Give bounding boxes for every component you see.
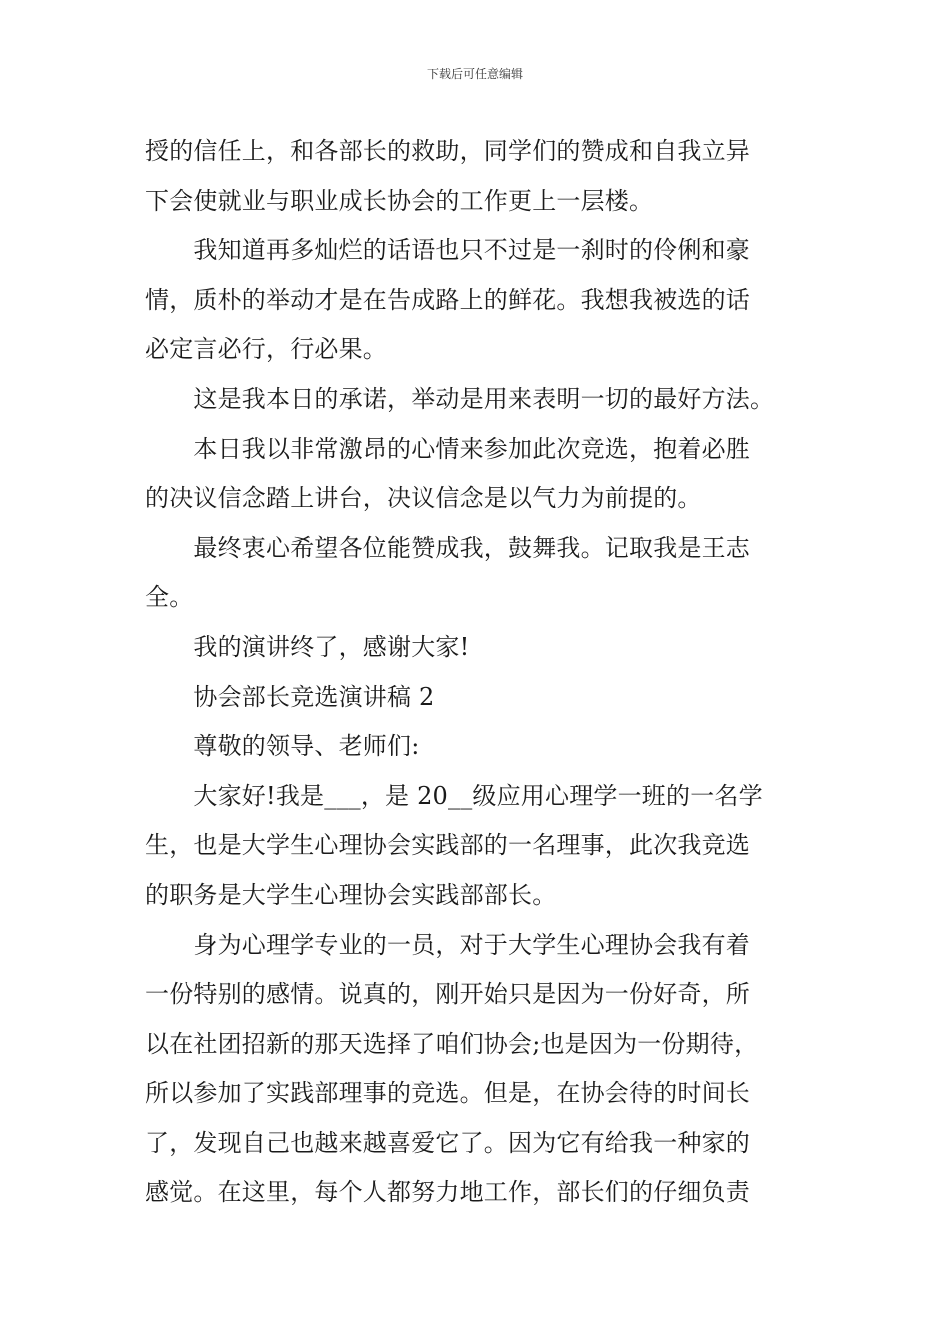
text-line: 生，也是大学生心理协会实践部的一名理事，此次我竞选: [145, 831, 750, 860]
text-line: 情，质朴的举动才是在告成路上的鲜花。我想我被选的话: [145, 285, 750, 314]
text-line: 本日我以非常激昂的心情来参加此次竞选，抱着必胜: [145, 434, 750, 463]
text-line: 全。: [145, 583, 194, 612]
text-line: 我知道再多灿烂的话语也只不过是一刹时的伶俐和豪: [145, 236, 750, 265]
text-line: 最终衷心希望各位能赞成我，鼓舞我。记取我是王志: [145, 533, 750, 562]
text-line: 的职务是大学生心理协会实践部部长。: [145, 880, 557, 909]
text-line: 一份特别的感情。说真的，刚开始只是因为一份好奇，所: [145, 980, 750, 1009]
text-line: 必定言必行，行必果。: [145, 335, 387, 364]
text-line: 大家好!我是___，是 20__级应用心理学一班的一名学: [145, 781, 763, 810]
page-header-note: 下载后可任意编辑: [426, 67, 523, 81]
text-line: 了，发现自己也越来越喜爱它了。因为它有给我一种家的: [145, 1128, 750, 1157]
text-line: 协会部长竞选演讲稿 2: [145, 682, 435, 711]
document-body: [145, 127, 810, 1218]
text-line: 以在社团招新的那天选择了咱们协会;也是因为一份期待，: [145, 1029, 759, 1058]
text-line: 所以参加了实践部理事的竞选。但是，在协会待的时间长: [145, 1079, 750, 1108]
text-line: 下会使就业与职业成长协会的工作更上一层楼。: [145, 186, 654, 215]
text-line: 尊敬的领导、老师们:: [145, 732, 420, 761]
text-line: 的决议信念踏上讲台，决议信念是以气力为前提的。: [145, 484, 702, 513]
text-line: 这是我本日的承诺，举动是用来表明一切的最好方法。: [145, 384, 775, 413]
text-line: 身为心理学专业的一员，对于大学生心理协会我有着: [145, 930, 750, 959]
text-line: 感觉。在这里，每个人都努力地工作，部长们的仔细负责: [145, 1178, 750, 1207]
text-line: 授的信任上，和各部长的救助，同学们的赞成和自我立异: [145, 137, 750, 165]
text-line: 我的演讲终了，感谢大家!: [145, 632, 470, 661]
